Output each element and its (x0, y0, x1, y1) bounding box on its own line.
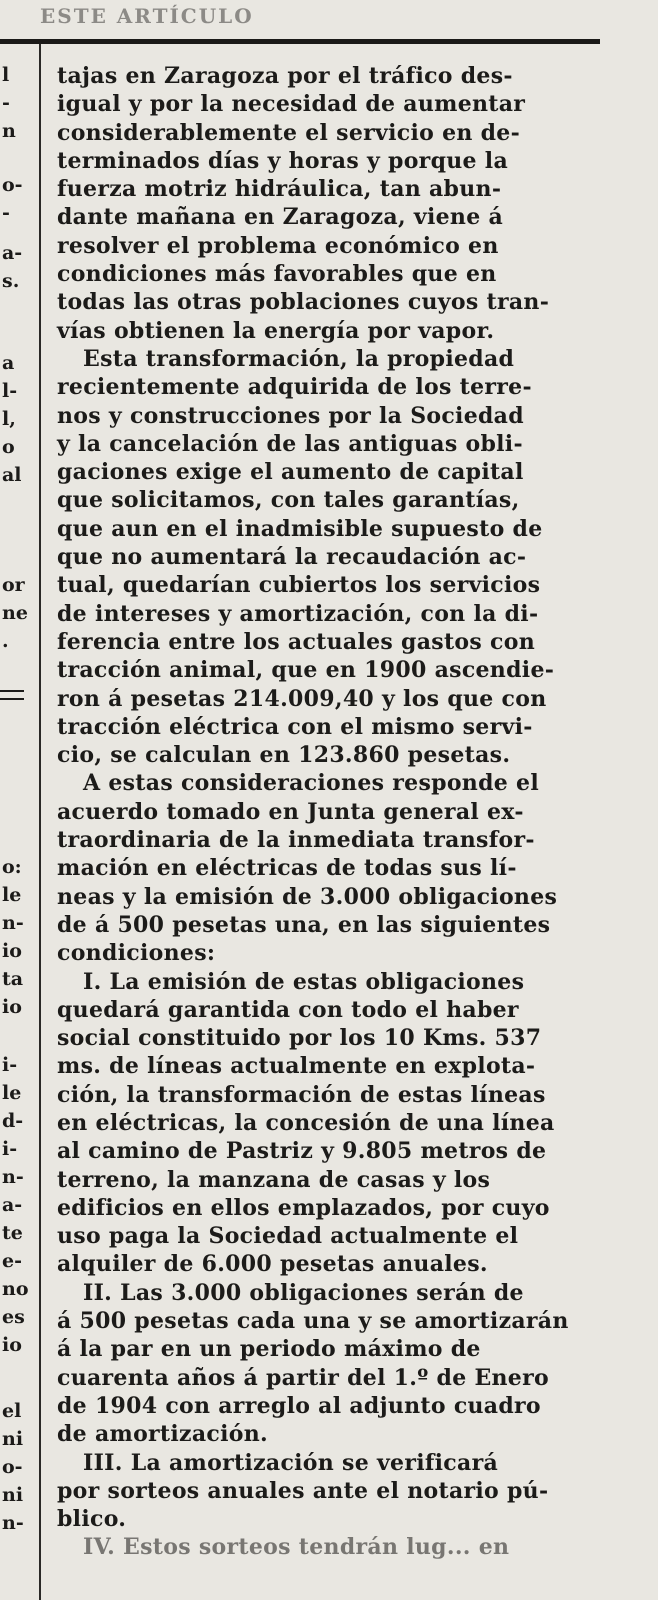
text-line: nos y construcciones por la Sociedad (57, 402, 524, 429)
left-fragment: n- (2, 1166, 24, 1188)
text-line: y la cancelación de las antiguas obli- (57, 430, 523, 457)
paragraph (57, 1449, 617, 1534)
paragraph (57, 968, 617, 1279)
text-line: vías obtienen la energía por vapor. (57, 317, 495, 344)
text-line: social constituido por los 10 Kms. 537 (57, 1025, 542, 1052)
text-line: quedará garantida con todo el haber (57, 996, 519, 1023)
left-fragment: a- (2, 1194, 23, 1216)
left-fragment: d- (2, 1110, 24, 1132)
text-line: tual, quedarían cubiertos los servicios (57, 572, 541, 599)
column-rule (39, 44, 41, 1600)
left-fragment: or (2, 574, 25, 596)
left-fragment: a (2, 352, 15, 374)
left-fragment: n (2, 120, 16, 142)
text-line: tracción animal, que en 1900 ascendie- (57, 657, 555, 684)
text-line: Esta transformación, la propiedad (83, 345, 515, 372)
left-fragment: io (2, 940, 22, 962)
left-fragment: n- (2, 1512, 24, 1534)
text-line: de 1904 con arreglo al adjunto cuadro (57, 1392, 541, 1419)
left-fragment: o: (2, 856, 22, 878)
text-line: considerablemente el servicio en de- (57, 119, 521, 146)
text-line: III. La amortización se verificará (83, 1449, 499, 1476)
paragraph (57, 1279, 617, 1449)
left-fragment: o- (2, 1456, 23, 1478)
left-fragment: le (2, 1082, 22, 1104)
top-rule (0, 39, 600, 44)
left-fragment: e- (2, 1250, 22, 1272)
text-line: de amortización. (57, 1421, 268, 1448)
text-line: edificios en ellos emplazados, por cuyo (57, 1194, 550, 1221)
left-column-fragments (0, 44, 30, 1600)
text-line: al camino de Pastriz y 9.805 metros de (57, 1138, 547, 1165)
left-fragment: i- (2, 1138, 18, 1160)
left-fragment: le (2, 884, 22, 906)
text-line: que solicitamos, con tales garantías, (57, 487, 520, 514)
left-fragment: l, (2, 408, 16, 430)
text-line: gaciones exige el aumento de capital (57, 459, 524, 486)
left-fragment: el (2, 1400, 22, 1422)
text-line: alquiler de 6.000 pesetas anuales. (57, 1251, 488, 1278)
text-line: fuerza motriz hidráulica, tan abun- (57, 176, 502, 203)
text-line: terreno, la manzana de casas y los (57, 1166, 491, 1193)
paragraph (57, 1533, 617, 1561)
left-fragment: ne (2, 602, 28, 624)
text-line: traordinaria de la inmediata transfor- (57, 827, 535, 854)
text-line: ferencia entre los actuales gastos con (57, 628, 536, 655)
text-line: que no aumentará la recaudación ac- (57, 544, 527, 571)
text-line: blico. (57, 1506, 127, 1533)
left-fragment: no (2, 1278, 29, 1300)
text-line: á la par en un periodo máximo de (57, 1336, 481, 1363)
text-line: tajas en Zaragoza por el tráfico des- (57, 63, 513, 89)
text-line: recientemente adquirida de los terre- (57, 374, 532, 401)
text-line: de á 500 pesetas una, en las siguientes (57, 911, 551, 938)
left-fragment: - (2, 202, 10, 224)
left-fragment: l (2, 64, 10, 86)
text-line: de intereses y amortización, con la di- (57, 600, 539, 627)
text-line: neas y la emisión de 3.000 obligaciones (57, 883, 558, 910)
text-line: condiciones más favorables que en (57, 261, 497, 288)
left-fragment: i- (2, 1054, 18, 1076)
text-line: mación en eléctricas de todas sus lí- (57, 855, 517, 882)
text-line: II. Las 3.000 obligaciones serán de (83, 1279, 524, 1306)
left-fragment: te (2, 1222, 23, 1244)
left-fragment: io (2, 1334, 22, 1356)
left-fragment: es (2, 1306, 25, 1328)
left-fragment: ni (2, 1428, 24, 1450)
left-fragment: io (2, 996, 22, 1018)
paragraph (57, 769, 617, 967)
paragraph (57, 345, 617, 769)
text-line: igual y por la necesidad de aumentar (57, 91, 526, 118)
text-line: uso paga la Sociedad actualmente el (57, 1223, 519, 1250)
text-line: terminados días y horas y porque la (57, 147, 509, 174)
section-divider-mark (0, 690, 24, 700)
text-line: IV. Estos sorteos tendrán lug... en (83, 1534, 510, 1561)
text-line: ron á pesetas 214.009,40 y los que con (57, 685, 547, 712)
header-remnant: ESTE ARTÍCULO (40, 4, 254, 28)
text-line: condiciones: (57, 940, 216, 967)
text-line: ción, la transformación de estas líneas (57, 1081, 546, 1108)
text-line: á 500 pesetas cada una y se amortizarán (57, 1308, 569, 1335)
article-body (57, 62, 617, 1562)
text-line: por sorteos anuales ante el notario pú- (57, 1477, 549, 1504)
text-line: cuarenta años á partir del 1.º de Enero (57, 1364, 549, 1391)
text-line: I. La emisión de estas obligaciones (83, 968, 525, 995)
text-line: resolver el problema económico en (57, 232, 499, 259)
text-line: dante mañana en Zaragoza, viene á (57, 204, 504, 231)
text-line: todas las otras poblaciones cuyos tran- (57, 289, 550, 316)
text-line: cio, se calculan en 123.860 pesetas. (57, 742, 511, 769)
left-fragment: a- (2, 242, 23, 264)
left-fragment: n- (2, 912, 24, 934)
paragraph (57, 62, 617, 345)
left-fragment: al (2, 464, 22, 486)
text-line: A estas consideraciones responde el (83, 770, 539, 797)
left-fragment: s. (2, 270, 20, 292)
text-line: tracción eléctrica con el mismo servi- (57, 713, 533, 740)
left-fragment: o- (2, 174, 23, 196)
text-line: que aun en el inadmisible supuesto de (57, 515, 543, 542)
text-line: acuerdo tomado en Junta general ex- (57, 798, 524, 825)
left-fragment: ni (2, 1484, 24, 1506)
left-fragment: ta (2, 968, 24, 990)
text-line: ms. de líneas actualmente en explota- (57, 1053, 536, 1080)
text-line: en eléctricas, la concesión de una línea (57, 1109, 555, 1136)
left-fragment: - (2, 92, 10, 114)
left-fragment: . (2, 630, 9, 652)
left-fragment: o (2, 436, 15, 458)
left-fragment: l- (2, 380, 18, 402)
